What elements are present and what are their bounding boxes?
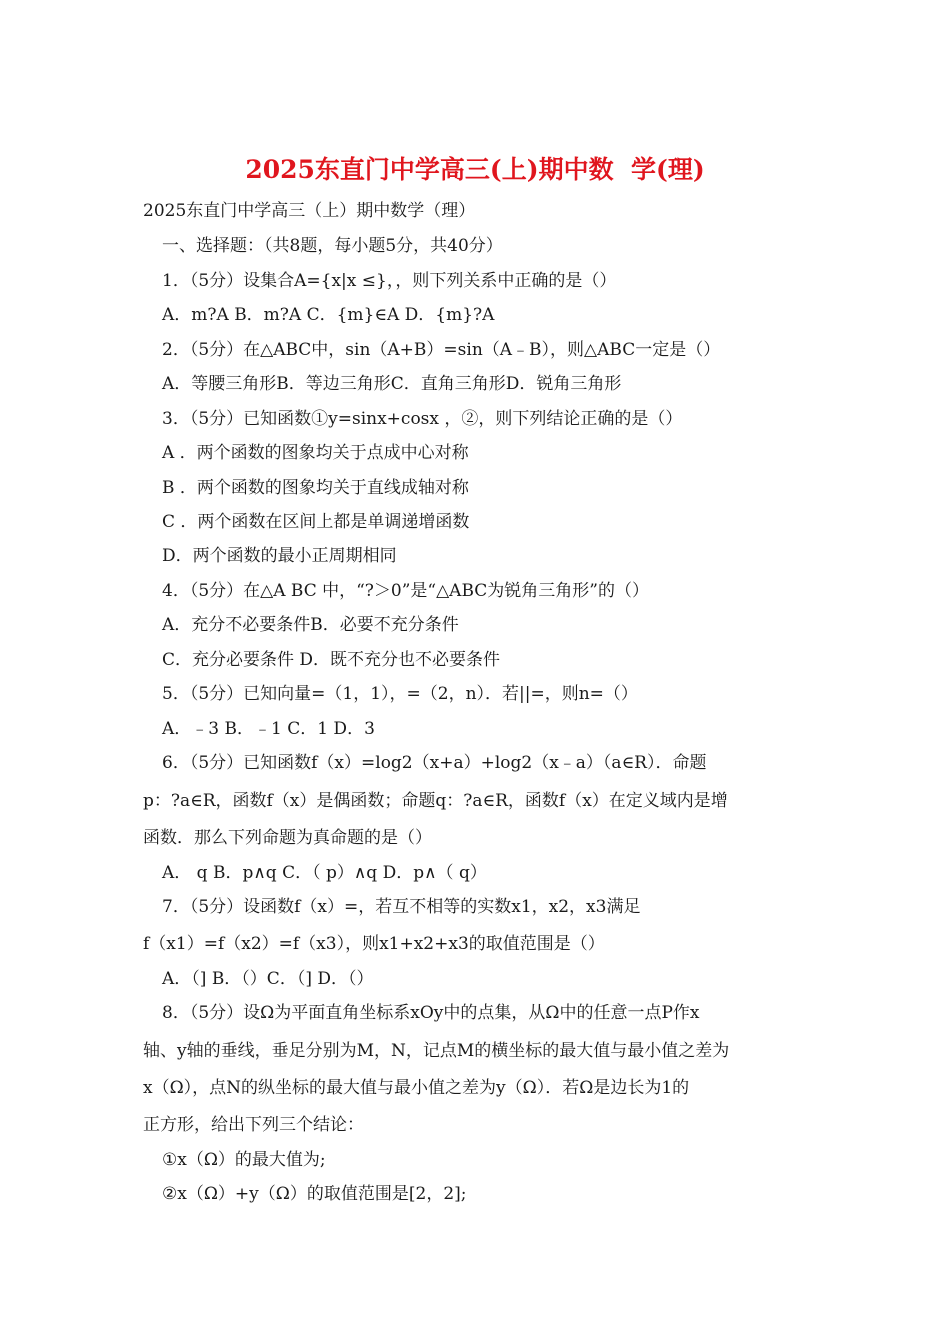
text-line: 8．（5分）设Ω为平面直角坐标系xOy中的点集，从Ω中的任意一点P作x bbox=[162, 1003, 700, 1023]
text-line: ②x（Ω）+y（Ω）的取值范围是[2，2]; bbox=[162, 1184, 467, 1204]
section-heading: 一、选择题：（共8题，每小题5分，共40分） bbox=[162, 236, 503, 256]
text-line: 6．（5分）已知函数f（x）=log2（x+a）+log2（x﹣a）（a∈R）．命题 bbox=[162, 753, 707, 773]
text-line: x（Ω），点N的纵坐标的最大值与最小值之差为y（Ω）．若Ω是边长为1的 bbox=[143, 1078, 690, 1098]
text-line: 正方形，给出下列三个结论： bbox=[143, 1115, 364, 1135]
text-line: 轴、y轴的垂线，垂足分别为M，N，记点M的横坐标的最大值与最小值之差为 bbox=[143, 1041, 730, 1061]
text-line: A．充分不必要条件B．必要不充分条件 bbox=[162, 615, 459, 635]
text-line: D．两个函数的最小正周期相同 bbox=[162, 546, 397, 566]
text-line: A．﹣3 B．﹣1 C．1 D．3 bbox=[162, 719, 375, 739]
text-line: A ．两个函数的图象均关于点成中心对称 bbox=[162, 443, 469, 463]
text-line: C．充分必要条件 D．既不充分也不必要条件 bbox=[162, 650, 501, 670]
text-line: 4．（5分）在△A BC 中，“?＞0”是“△ABC为锐角三角形”的（） bbox=[162, 581, 649, 601]
text-line: B ．两个函数的图象均关于直线成轴对称 bbox=[162, 478, 469, 498]
text-line: A．等腰三角形B．等边三角形C．直角三角形D．锐角三角形 bbox=[162, 374, 622, 394]
text-line: A． q B．p∧q C．（ p）∧q D．p∧（ q） bbox=[162, 863, 487, 883]
text-line: p：?a∈R，函数f（x）是偶函数；命题q：?a∈R，函数f（x）在定义域内是增 bbox=[143, 791, 728, 811]
text-line: 5．（5分）已知向量=（1，1），=（2，n）．若||=，则n=（） bbox=[162, 684, 638, 704]
text-line: 1．（5分）设集合A={x|x ≤}，，则下列关系中正确的是（） bbox=[162, 271, 617, 291]
text-line: 3．（5分）已知函数①y=sinx+cosx ，②，则下列结论正确的是（） bbox=[162, 409, 683, 429]
document-subtitle: 2025东直门中学高三（上）期中数学（理） bbox=[143, 201, 476, 221]
text-line: A．m?A B．m?A C．{m}∈A D．{m}?A bbox=[162, 305, 495, 325]
text-line: 函数．那么下列命题为真命题的是（） bbox=[143, 828, 432, 848]
text-line: 2．（5分）在△ABC中，sin（A+B）=sin（A﹣B），则△ABC一定是（） bbox=[162, 340, 721, 360]
text-line: 7．（5分）设函数f（x）=，若互不相等的实数x1，x2，x3满足 bbox=[162, 897, 641, 917]
text-line: f（x1）=f（x2）=f（x3），则x1+x2+x3的取值范围是（） bbox=[143, 934, 605, 954]
document-title: 2025东直门中学高三(上)期中数 学(理) bbox=[245, 155, 705, 184]
text-line: A．（] B．（）C．（] D．（） bbox=[162, 969, 374, 989]
text-line: ①x（Ω）的最大值为; bbox=[162, 1150, 326, 1170]
text-line: C ．两个函数在区间上都是单调递增函数 bbox=[162, 512, 470, 532]
